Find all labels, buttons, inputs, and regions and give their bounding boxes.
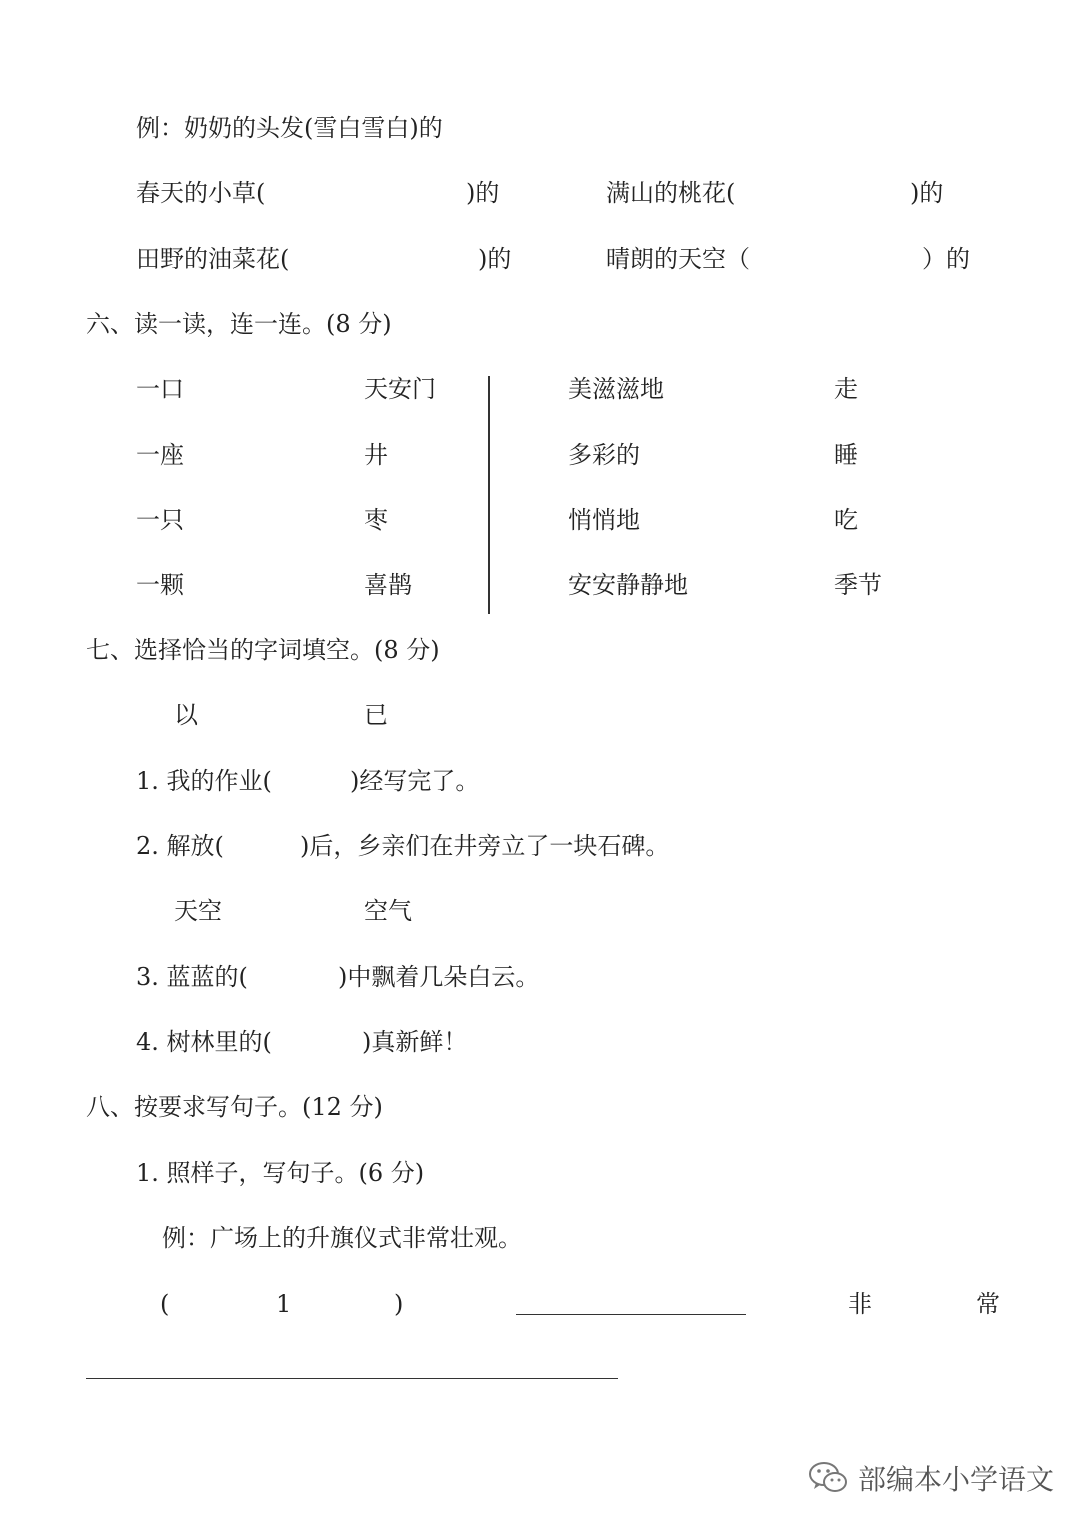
column-divider [488, 376, 490, 614]
sub-item-number: 1 [276, 1290, 292, 1318]
question-3-suffix: )中飘着几朵白云。 [338, 963, 540, 991]
section-six-title: 六、读一读，连一连。(8 分) [86, 310, 392, 338]
match-right-target: 吃 [834, 506, 858, 534]
fill-prompt-grass: 春天的小草( [136, 179, 266, 207]
answer-blank-line[interactable] [516, 1314, 746, 1315]
match-right-item: 美滋滋地 [568, 375, 664, 403]
match-left-item: 一只 [136, 506, 184, 534]
match-right-item: 安安静静地 [568, 571, 688, 599]
match-left-item: 一口 [136, 375, 184, 403]
question-4-prefix: 4. 树林里的( [136, 1028, 272, 1056]
match-right-target: 睡 [834, 441, 858, 469]
fill-suffix: ）的 [922, 245, 970, 273]
sub-question-title: 1. 照样子，写句子。(6 分) [136, 1159, 425, 1187]
given-word: 常 [976, 1290, 1000, 1318]
question-2-suffix: )后，乡亲们在井旁立了一块石碑。 [300, 832, 670, 860]
choice-word: 已 [364, 701, 388, 729]
choice-word: 天空 [174, 897, 222, 925]
wechat-icon [808, 1460, 850, 1496]
match-left-target: 天安门 [364, 375, 436, 403]
fill-suffix: )的 [478, 245, 512, 273]
fill-prompt-peach: 满山的桃花( [606, 179, 736, 207]
match-right-item: 悄悄地 [568, 506, 640, 534]
watermark [808, 1458, 1054, 1498]
example-sentence: 例：奶奶的头发(雪白雪白)的 [136, 114, 443, 142]
question-1-suffix: )经写完了。 [350, 767, 480, 795]
fill-prompt-sky: 晴朗的天空（ [606, 245, 750, 273]
match-right-item: 多彩的 [568, 441, 640, 469]
match-left-item: 一座 [136, 441, 184, 469]
question-1-prefix: 1. 我的作业( [136, 767, 272, 795]
match-left-target: 井 [364, 441, 388, 469]
question-2-prefix: 2. 解放( [136, 832, 224, 860]
example-sentence: 例：广场上的升旗仪式非常壮观。 [162, 1224, 522, 1252]
paren-open: ( [160, 1290, 170, 1318]
question-3-prefix: 3. 蓝蓝的( [136, 963, 248, 991]
question-4-suffix: )真新鲜！ [362, 1028, 468, 1056]
choice-word: 空气 [364, 897, 412, 925]
fill-prompt-rapeseed: 田野的油菜花( [136, 245, 290, 273]
watermark-text: 部编本小学语文 [858, 1463, 1055, 1496]
match-left-item: 一颗 [136, 571, 184, 599]
section-eight-title: 八、按要求写句子。(12 分) [86, 1093, 383, 1121]
paren-close: ) [394, 1290, 404, 1318]
match-left-target: 喜鹊 [364, 571, 412, 599]
given-word: 非 [848, 1290, 872, 1318]
choice-word: 以 [174, 701, 198, 729]
match-right-target: 走 [834, 375, 858, 403]
match-left-target: 枣 [364, 506, 388, 534]
match-right-target: 季节 [834, 571, 882, 599]
fill-suffix: )的 [466, 179, 500, 207]
fill-suffix: )的 [910, 179, 944, 207]
answer-blank-line[interactable] [86, 1378, 618, 1379]
section-seven-title: 七、选择恰当的字词填空。(8 分) [86, 636, 440, 664]
